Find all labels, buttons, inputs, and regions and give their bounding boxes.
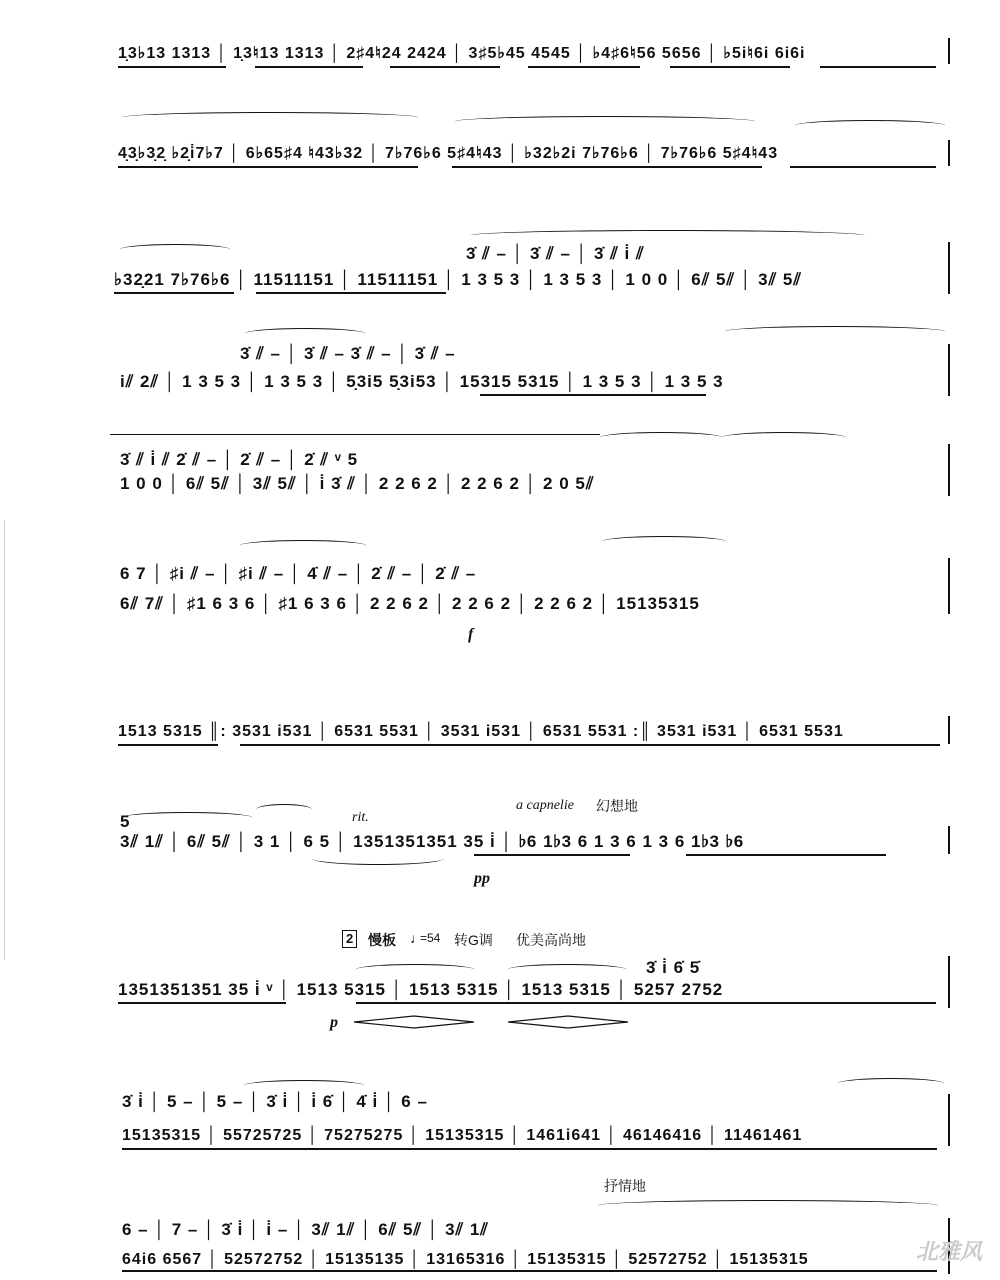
slur-mark [795, 120, 945, 131]
barline [948, 140, 950, 166]
slur-mark [312, 852, 444, 865]
lower-voice-line: 6⫽ 7⫽ │ ♯1 6 3 6 │ ♯1 6 3 6 │ 2 2 6 2 │ 2 2 6 2 │ 2 2 6 2 │ 15135315 [120, 594, 700, 613]
barline [948, 558, 950, 614]
upper-voice-line: 3̇ ⫽ – │ 3̇ ⫽ – │ 3̇ ⫽ i̇ ⫽ [466, 244, 645, 263]
beam-line [122, 1270, 937, 1272]
beam-line [820, 66, 936, 68]
upper-voice-line: 5 [120, 812, 131, 831]
notation-line: 1̣3♭13 1313 │ 1̣3♮13 1313 │ 2♯4♮24 2424 │ 3♯5♭45 4545 │ ♭4♯6♮56 5656 │ ♭5i♮6i 6i6i [118, 45, 806, 62]
ritardando-mark: rit. [352, 810, 369, 825]
beam-line [480, 394, 706, 396]
barline [948, 956, 950, 1008]
section-label: 慢板 [368, 932, 396, 948]
lower-voice-line: 3⫽ 1⫽ │ 6⫽ 5⫽ │ 3 1 │ 6 5 │ 1351351351 35 i̇ │ ♭6 1♭3 6 1 3 6 1 3 6 1♭3 ♭6 [120, 832, 745, 851]
barline [948, 826, 950, 854]
beam-line [118, 166, 418, 168]
tempo-value: =54 [420, 931, 441, 945]
slur-mark [122, 112, 418, 123]
beam-line [528, 66, 640, 68]
barline [948, 444, 950, 496]
barline [948, 716, 950, 744]
slur-mark [240, 540, 366, 551]
dynamic-mark: p [330, 1014, 338, 1031]
tie-line [110, 434, 600, 435]
scan-edge-line [4, 520, 5, 960]
beam-line [256, 292, 446, 294]
beam-line [118, 1002, 286, 1004]
section-number-box: 2 [342, 930, 357, 948]
barline [948, 242, 950, 294]
beam-line [114, 292, 234, 294]
slur-mark [256, 804, 312, 815]
lower-voice-line: 15135315 │ 55725725 │ 75275275 │ 15135315 │ 1461i641 │ 46146416 │ 11461461 [122, 1127, 803, 1144]
slur-mark [122, 812, 252, 823]
beam-line [790, 166, 936, 168]
beam-line [474, 854, 630, 856]
beam-line [255, 66, 363, 68]
beam-line [122, 1148, 937, 1150]
slur-mark [455, 116, 755, 127]
beam-line [670, 66, 790, 68]
slur-mark [356, 964, 474, 975]
upper-voice-line: 3̇ ⫽ – │ 3̇ ⫽ – 3̇ ⫽ – │ 3̇ ⫽ – [240, 344, 456, 363]
slur-mark [725, 326, 945, 337]
upper-voice-line: 3̇ ⫽ i̇ ⫽ 2̇ ⫽ – │ 2̇ ⫽ – │ 2̇ ⫽ ᵛ 5 [120, 450, 359, 469]
dynamic-mark: pp [474, 870, 490, 887]
expression-mark: 抒情地 [604, 1178, 646, 1194]
barline [948, 344, 950, 396]
slur-mark [722, 432, 846, 443]
key-change: 转G调 [454, 932, 493, 948]
barline [948, 38, 950, 64]
slur-mark [602, 536, 726, 547]
beam-line [356, 1002, 936, 1004]
lower-voice-line: i⫽ 2⫽ │ 1 3 5 3 │ 1 3 5 3 │ 5̣3i5 5̣3i53 │ 15315 5315 │ 1 3 5 3 │ 1 3 5 3 [120, 372, 724, 391]
upper-voice-line: 3̇ i̇ 6̇ 5̇ [646, 958, 701, 977]
notation-line: 4̣3̣♭3̣2̣ ♭2̣i̇7♭7 │ 6♭65♯4 ♮43♭32 │ 7♭76♭6 5♯4♮43 │ ♭32♭2i 7♭76♭6 │ 7♭76♭6 5♯4♮43 [118, 145, 779, 162]
upper-voice-line: 3̇ i̇ │ 5 – │ 5 – │ 3̇ i̇ │ i̇ 6̇ │ 4̇ i̇ │ 6 – [122, 1092, 428, 1111]
watermark-logo: 北雅风 [915, 1239, 982, 1264]
slur-mark [600, 432, 722, 443]
slur-mark [508, 964, 626, 975]
crescendo-hairpin [352, 1014, 632, 1030]
notation-line: 1513 5315 ║: 3531 i531 │ 6531 5531 │ 3531 i531 │ 6531 5531 :║ 3531 i531 │ 6531 5531 [118, 723, 844, 740]
tempo-mark: a capnelie [516, 798, 574, 813]
beam-line [240, 744, 940, 746]
metronome-mark: ♩ [410, 930, 424, 946]
upper-voice-line: 6 – │ 7 – │ 3̇ i̇ │ i̇ – │ 3⫽ 1⫽ │ 6⫽ 5⫽ │ 3⫽ 1⫽ [122, 1220, 489, 1239]
slur-mark [470, 230, 865, 241]
upper-voice-line: 6 7 │ ♯i ⫽ – │ ♯i ⫽ – │ 4̇ ⫽ – │ 2̇ ⫽ – │ 2̇ ⫽ – [120, 564, 477, 583]
lower-voice-line: 64i6 6567 │ 52572752 │ 15135135 │ 13165316 │ 15135315 │ 52572752 │ 15135315 [122, 1251, 809, 1268]
slur-mark [120, 244, 230, 255]
slur-mark [838, 1078, 944, 1089]
beam-line [118, 66, 226, 68]
slur-mark [245, 328, 365, 339]
slur-mark [598, 1200, 938, 1211]
expression-mark: 优美高尚地 [516, 932, 586, 948]
lower-voice-line: 1 0 0 │ 6⫽ 5⫽ │ 3⫽ 5⫽ │ i̇ 3̇ ⫽ │ 2 2 6 2 │ 2 2 6 2 │ 2 0 5⫽ [120, 474, 595, 493]
beam-line [118, 744, 218, 746]
slur-mark [244, 1080, 364, 1091]
dynamic-mark: f [468, 626, 474, 643]
beam-line [452, 166, 762, 168]
lower-voice-line: ♭32̣21 7♭76♭6 │ 11511151 │ 11511151 │ 1 3 5 3 │ 1 3 5 3 │ 1 0 0 │ 6⫽ 5⫽ │ 3⫽ 5⫽ [114, 270, 802, 289]
beam-line [390, 66, 500, 68]
lower-voice-line: 1351351351 35 i̇ ᵛ │ 1513 5315 │ 1513 5315 │ 1513 5315 │ 5257 2752 [118, 980, 724, 999]
barline [948, 1094, 950, 1146]
beam-line [686, 854, 886, 856]
expression-mark: 幻想地 [596, 798, 638, 814]
